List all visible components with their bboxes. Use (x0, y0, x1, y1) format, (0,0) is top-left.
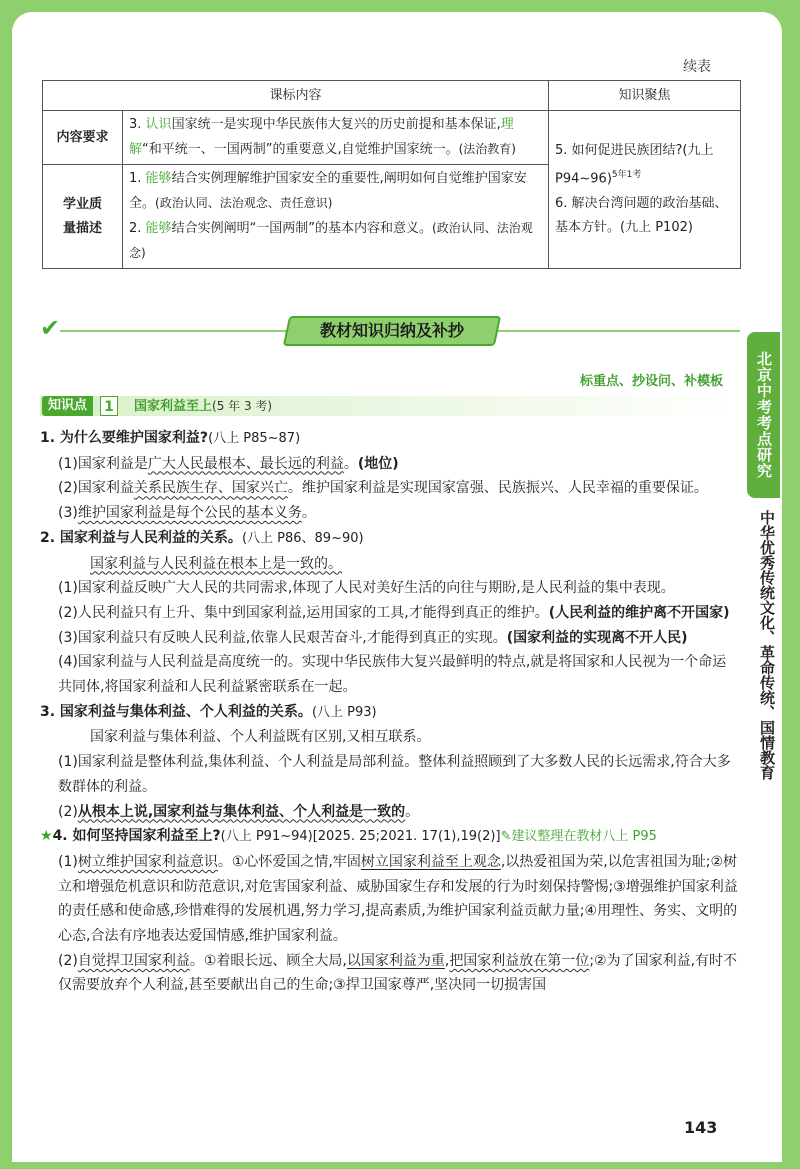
question-3-title: 3. 国家利益与集体利益、个人利益的关系。(八上 P93) (40, 703, 377, 720)
header-content: 课标内容 (43, 81, 549, 111)
knowledge-point-number: 1 (100, 396, 118, 416)
q2-line-3: (3)国家利益只有反映人民利益,依靠人民艰苦奋斗,才能得到真正的实现。(国家利益的实现离不开人民) (58, 629, 688, 646)
continued-label: 续表 (683, 59, 711, 75)
q2-line-0: 国家利益与人民利益在根本上是一致的。 (90, 555, 342, 572)
main-content (40, 426, 740, 998)
q3-line-0: 国家利益与集体利益、个人利益既有区别,又相互联系。 (90, 729, 431, 746)
focus-item-6: 6. 解决台湾问题的政治基础、基本方针。(九上 P102) (555, 195, 728, 235)
row-academic-quality: 学业质 量描述 (43, 165, 123, 269)
star-icon: ★ (40, 828, 53, 845)
curriculum-table (42, 80, 741, 269)
q1-line-2: (2)国家利益关系民族生存、国家兴亡。维护国家利益是实现国家富强、民族振兴、人民幸福的重要保证。 (58, 480, 708, 497)
side-tab[interactable]: 北京中考考点研究 (745, 330, 782, 500)
q4-line-2: (2)自觉捍卫国家利益。①着眼长远、顾全大局,以国家利益为重,把国家利益放在第一位;②为了国家利益,有时不仅需要放弃个人利益,甚至要献出自己的生命;③捍卫国家尊严,坚决同一切损害国 (58, 952, 738, 994)
question-1-title: 1. 为什么要维护国家利益?(八上 P85~87) (40, 430, 301, 446)
knowledge-point-tag: 知识点 (42, 396, 93, 416)
q1-line-1: (1)国家利益是广大人民最根本、最长远的利益。(地位) (58, 455, 399, 472)
right-note: 标重点、抄设问、补模板 (580, 374, 724, 389)
q1-line-3: (3)维护国家利益是每个公民的基本义务。 (58, 505, 316, 522)
q3-line-1: (1)国家利益是整体利益,集体利益、个人利益是局部利益。整体利益照顾到了大多数人民的长远需求,符合大多数群体的利益。 (58, 754, 731, 795)
row-content-requirement: 内容要求 (43, 111, 123, 165)
section-banner: 教材知识归纳及补抄 (283, 316, 501, 346)
header-focus: 知识聚焦 (549, 81, 741, 111)
knowledge-point-title: 国家利益至上(5 年 3 考) (134, 399, 273, 414)
question-4-title: ★4. 如何坚持国家利益至上?(八上 P91~94)[2025. 25;2021. 17(1),19(2)]✎建议整理在教材八上 P95 (40, 828, 657, 845)
row2-item-2: 2. 能够结合实例阐明“一国两制”的基本内容和意义。(政治认同、法治观念) (129, 221, 533, 260)
page-number: 143 (684, 1118, 718, 1137)
row2-item-1: 1. 能够结合实例理解维护国家安全的重要性,阐明如何自觉维护国家安全。(政治认同、法治观念、责任意识) (129, 171, 527, 211)
focus-cell (549, 111, 741, 269)
note-link: ✎建议整理在教材八上 P95 (500, 829, 657, 845)
question-2-title: 2. 国家利益与人民利益的关系。(八上 P86、89~90) (40, 529, 364, 546)
q3-line-2: (2)从根本上说,国家利益与集体利益、个人利益是一致的。 (58, 803, 420, 820)
row2-text (123, 165, 549, 269)
q4-line-1: (1)树立维护国家利益意识。①心怀爱国之情,牢固树立国家利益至上观念,以热爱祖国为荣,以危害祖国为耻;②树立和增强危机意识和防范意识,对危害国家利益、威胁国家生存和发展的行为时刻保持警惕;③增强维护国家利益的责任感和使命感,珍惜难得的发展机遇,努力学习,提高素质,为维护国家利益贡献力量;④用理性、务实、文明的心态,合法有序地表达爱国情感,维护国家利益。 (58, 853, 738, 945)
q2-line-4: (4)国家利益与人民利益是高度统一的。实现中华民族伟大复兴最鲜明的特点,就是将国家和人民视为一个命运共同体,将国家利益和人民利益紧密联系在一起。 (58, 654, 727, 696)
focus-item-5: 5. 如何促进民族团结?(九上 P94~96)$^{5年1考}$ (555, 143, 714, 187)
row1-text: 3. 认识国家统一是实现中华民族伟大复兴的历史前提和基本保证,理解“和平统一、一国两制”的重要意义,自觉维护国家统一。(法治教育) (123, 111, 549, 165)
q2-line-1: (1)国家利益反映广大人民的共同需求,体现了人民对美好生活的向往与期盼,是人民利益的集中表现。 (58, 580, 675, 597)
check-icon: ✔ (40, 314, 61, 342)
side-category: 中华优秀传统文化、革命传统、国情教育 (758, 510, 776, 780)
q2-line-2: (2)人民利益只有上升、集中到国家利益,运用国家的工具,才能得到真正的维护。(人民利益的维护离不开国家) (58, 604, 730, 621)
